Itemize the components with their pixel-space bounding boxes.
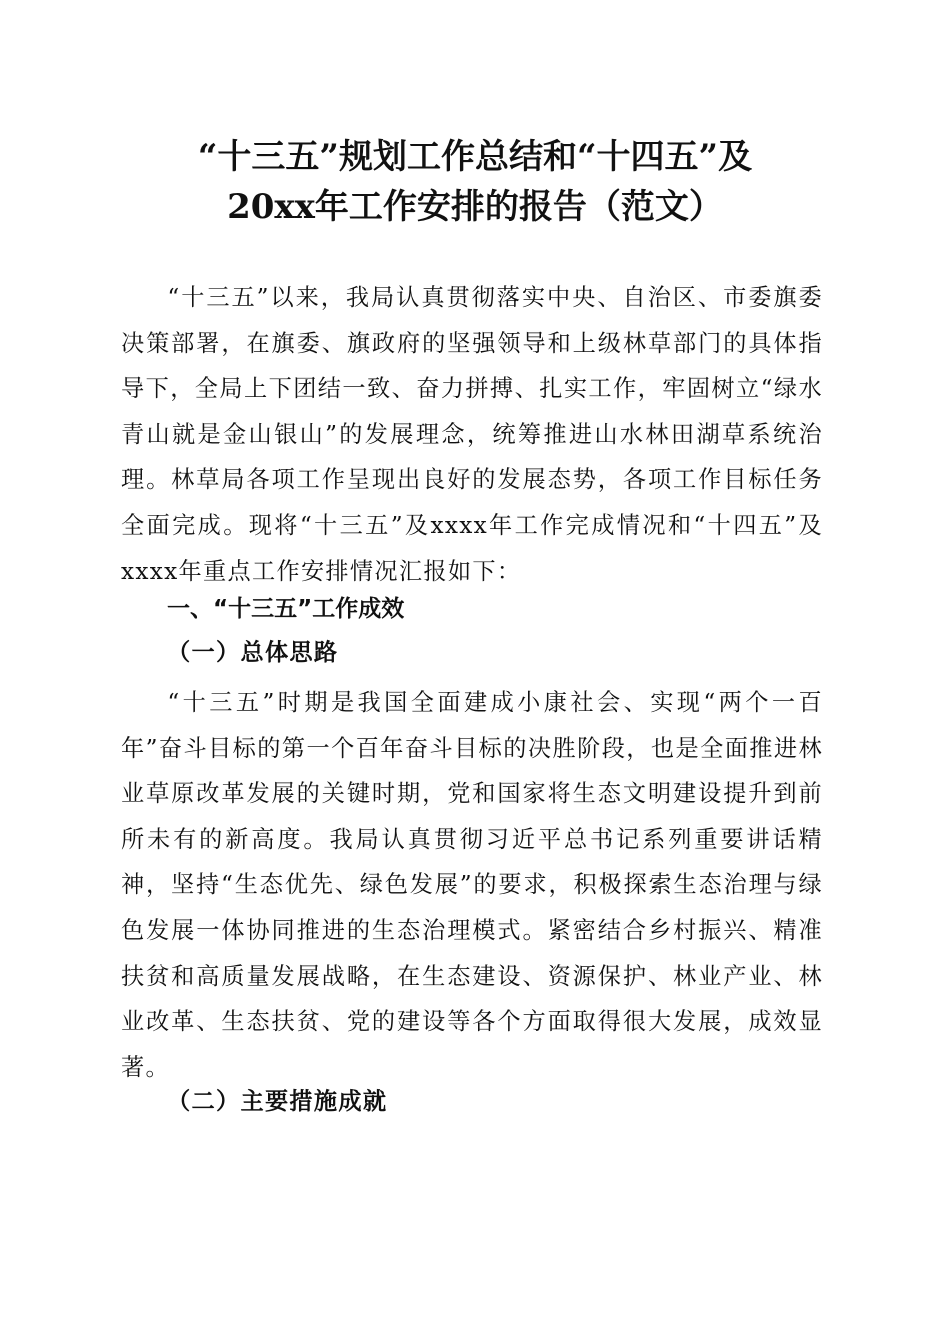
subsection-1-paragraph: “十三五”时期是我国全面建成小康社会、实现“两个一百年”奋斗目标的第一个百年奋斗目标的决胜阶段，也是全面推进林业草原改革发展的关键时期，党和国家将生态文明建设提升到前所未有的新高度。我局认真贯彻习近平总书记系列重要讲话精神，坚持“生态优先、绿色发展”的要求，积极探索生态治理与绿色发展一体协同推进的生态治理模式。紧密结合乡村振兴、精准扶贫和高质量发展战略，在生态建设、资源保护、林业产业、林业改革、生态扶贫、党的建设等各个方面取得很大发展，成效显著。 xyxy=(121,689,823,1081)
document-title-line-2: 20xx年工作安排的报告（范文） xyxy=(227,187,723,227)
intro-paragraph: “十三五”以来，我局认真贯彻落实中央、自治区、市委旗委决策部署，在旗委、旗政府的坚强领导和上级林草部门的具体指导下，全局上下团结一致、奋力拼搏、扎实工作，牢固树立“绿水青山就是金山银山”的发展理念，统筹推进山水林田湖草系统治理。林草局各项工作呈现出良好的发展态势，各项工作目标任务全面完成。现将“十三五”及xxxx年工作完成情况和“十四五”及xxxx年重点工作安排情况汇报如下： xyxy=(121,284,823,585)
section-1-heading: 一、“十三五”工作成效 xyxy=(167,596,405,622)
subsection-1-heading: （一）总体思路 xyxy=(167,639,339,666)
subsection-2-heading: （二）主要措施成就 xyxy=(167,1088,388,1115)
document-title-line-1: “十三五”规划工作总结和“十四五”及 xyxy=(197,137,753,177)
